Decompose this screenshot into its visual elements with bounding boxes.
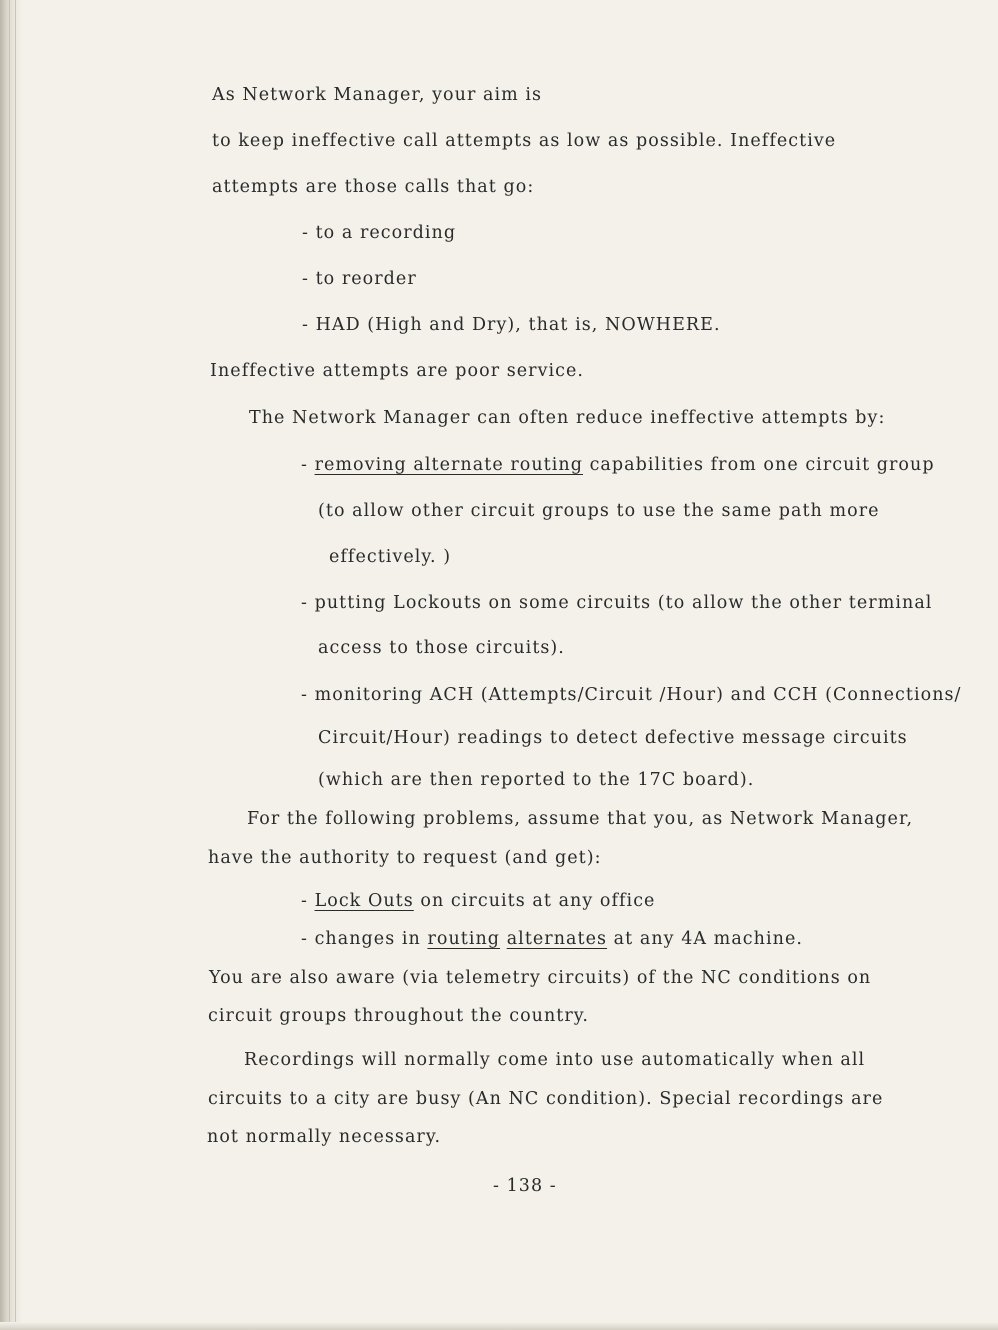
lockouts-continuation: access to those circuits). <box>318 638 565 658</box>
poor-service-line: Ineffective attempts are poor service. <box>210 361 585 381</box>
space <box>500 929 507 949</box>
page-edge-line <box>9 0 10 1330</box>
recordings-line-2: circuits to a city are busy (An NC condition). Special recordings are <box>208 1089 884 1109</box>
underlined-phrase: removing alternate routing <box>314 455 583 475</box>
page-edge-line <box>15 0 16 1330</box>
recordings-line-3: not normally necessary. <box>207 1127 442 1147</box>
list-item-had: - HAD (High and Dry), that is, NOWHERE. <box>302 315 721 335</box>
line-text: capabilities from one circuit group <box>582 455 935 475</box>
line-text: on circuits at any office <box>413 891 656 911</box>
removing-routing-continuation-2: effectively. ) <box>329 547 452 567</box>
reduce-intro-line: The Network Manager can often reduce ineffective attempts by: <box>249 408 886 428</box>
recordings-line-1: Recordings will normally come into use automatically when all <box>244 1050 866 1070</box>
authority-item-lockouts <box>301 890 655 912</box>
removing-routing-continuation-1: (to allow other circuit groups to use the same path more <box>318 501 880 521</box>
list-item-lockouts: - putting Lockouts on some circuits (to allow the other terminal <box>301 593 933 613</box>
list-item-reorder: - to reorder <box>302 269 417 289</box>
list-item-removing-routing <box>301 454 935 476</box>
problems-line-1: For the following problems, assume that you, as Network Manager, <box>247 809 914 829</box>
underlined-word: alternates <box>506 929 608 949</box>
aware-line-1: You are also aware (via telemetry circuits) of the NC conditions on <box>209 968 872 988</box>
aware-line-2: circuit groups throughout the country. <box>208 1006 590 1026</box>
problems-line-2: have the authority to request (and get): <box>208 848 602 868</box>
dash: - <box>301 891 315 911</box>
monitoring-continuation-1: Circuit/Hour) readings to detect defective message circuits <box>318 728 908 748</box>
line-text: - changes in <box>301 929 428 949</box>
aim-line-2: attempts are those calls that go: <box>212 177 535 197</box>
page-left-edge <box>0 0 22 1330</box>
page-number: - 138 - <box>493 1176 557 1196</box>
aim-line-1: to keep ineffective call attempts as low as possible. Ineffective <box>212 131 837 151</box>
intro-line: As Network Manager, your aim is <box>212 85 543 105</box>
list-item-recording: - to a recording <box>302 223 457 243</box>
page-bottom-edge <box>0 1322 998 1330</box>
list-item-monitoring: - monitoring ACH (Attempts/Circuit /Hour) and CCH (Connections/ <box>301 685 962 705</box>
underlined-word: routing <box>427 929 501 949</box>
line-text: at any 4A machine. <box>607 929 803 949</box>
authority-item-routing <box>301 928 803 950</box>
underlined-phrase: Lock Outs <box>314 891 414 911</box>
dash: - <box>301 455 315 475</box>
monitoring-continuation-2: (which are then reported to the 17C board). <box>318 770 755 790</box>
